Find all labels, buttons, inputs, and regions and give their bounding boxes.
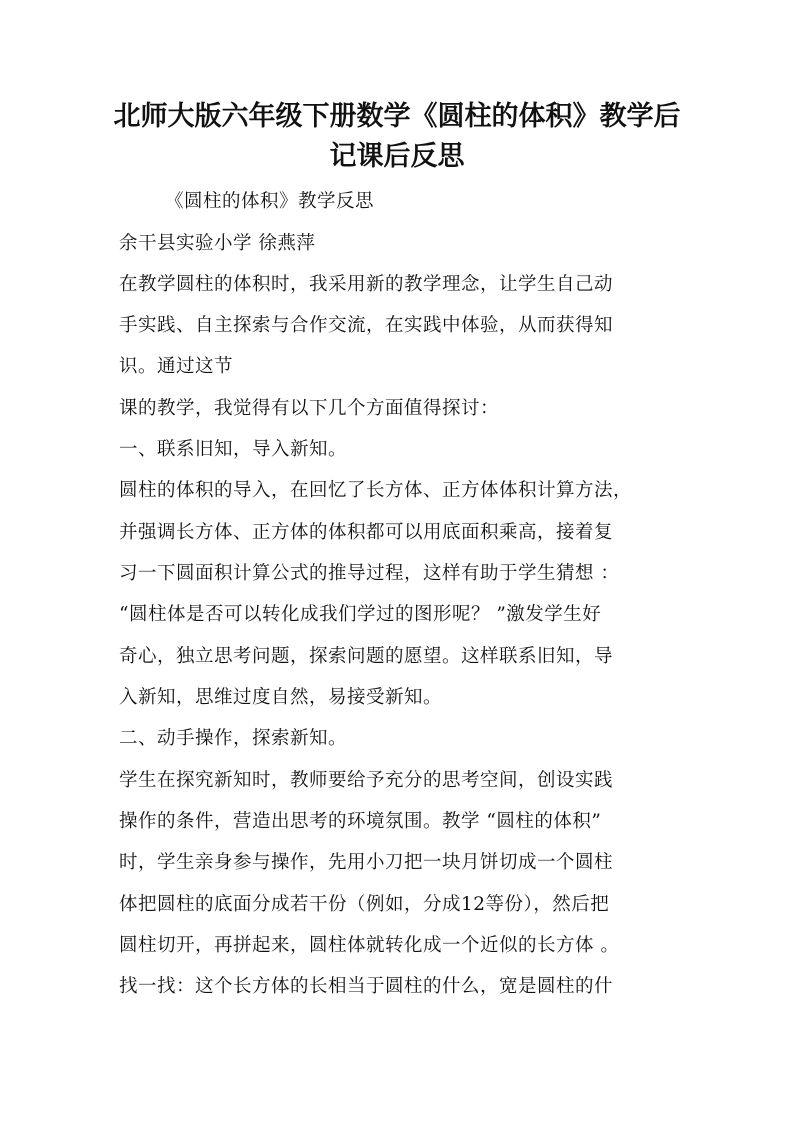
paragraph-line: 并强调长方体、正方体的体积都可以用底面积乘高，接着复 <box>119 522 614 543</box>
document-title-line-2: 记课后反思 <box>329 141 465 172</box>
paragraph-line: 学生在探究新知时，教师要给予充分的思考空间，创设实践 <box>119 770 614 791</box>
document-title-line-1: 北师大版六年级下册数学《圆柱的体积》教学后 <box>113 101 681 132</box>
paragraph-line: 手实践、自主探索与合作交流，在实践中体验，从而获得知 <box>119 315 614 336</box>
paragraph-line: 习一下圆面积计算公式的推导过程，这样有助于学生猜想 ： <box>119 563 620 584</box>
subtitle: 《圆柱的体积》教学反思 <box>165 191 375 212</box>
paragraph-line: 课的教学，我觉得有以下几个方面值得探讨： <box>119 398 500 419</box>
paragraph-line: “圆柱体是否可以转化成我们学过的图形呢？ ”激发学生好 <box>119 604 602 625</box>
paragraph-line: 在教学圆柱的体积时，我采用新的教学理念，让学生自己动 <box>119 274 614 295</box>
section-heading-2: 二、动手操作，探索新知。 <box>119 728 348 749</box>
paragraph-line: 圆柱切开，再拼起来，圆柱体就转化成一个近似的长方体 。 <box>119 935 620 956</box>
paragraph-line: 体把圆柱的底面分成若干份（例如，分成12等份），然后把 <box>119 894 610 915</box>
section-heading-1: 一、联系旧知，导入新知。 <box>119 439 348 460</box>
paragraph-line: 奇心，独立思考问题，探索问题的愿望。这样联系旧知，导 <box>119 646 614 667</box>
paragraph-line: 操作的条件，营造出思考的环境氛围。教学 “圆柱的体积” <box>119 811 602 832</box>
paragraph-line: 入新知，思维过度自然，易接受新知。 <box>119 687 443 708</box>
paragraph-line: 找一找：这个长方体的长相当于圆柱的什么，宽是圆柱的什 <box>119 976 614 997</box>
paragraph-line: 识。通过这节 <box>119 356 234 377</box>
paragraph-line: 圆柱的体积的导入，在回忆了长方体、正方体体积计算方法， <box>119 480 633 501</box>
paragraph-line: 时，学生亲身参与操作，先用小刀把一块月饼切成一个圆柱 <box>119 852 614 873</box>
author-line: 余干县实验小学 徐燕萍 <box>119 233 316 254</box>
